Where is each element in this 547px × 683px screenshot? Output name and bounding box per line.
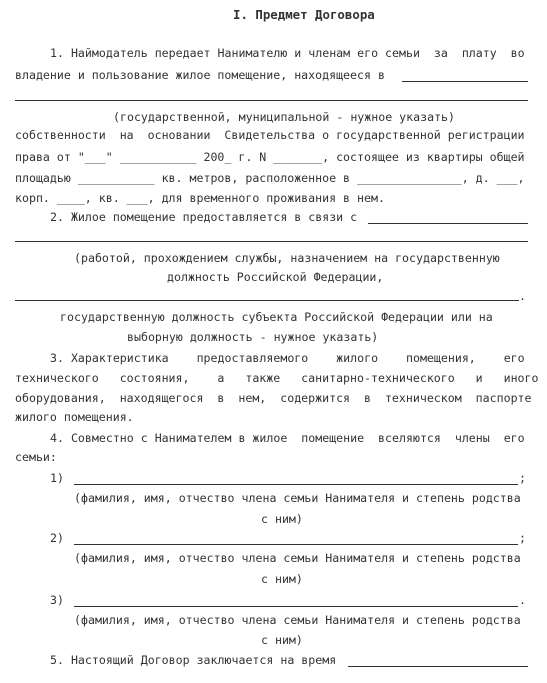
grounds-field-second[interactable]	[15, 300, 519, 301]
member-1-field[interactable]	[74, 484, 518, 485]
member-2-hint-line2: с ним)	[261, 572, 303, 586]
member-3-hint-line1: (фамилия, имя, отчество члена семьи Нанимателя и степень родства	[74, 613, 521, 627]
clause3-line3: оборудования, находящегося в нем, содержится в техническом паспорте	[15, 391, 532, 405]
clause5-line1: 5. Настоящий Договор заключается на время	[50, 653, 337, 667]
member-1-hint-line2: с ним)	[261, 512, 303, 526]
member-3-number: 3)	[50, 593, 64, 607]
grounds-hint-line3: государственную должность субъекта Российской Федерации или на	[60, 310, 493, 324]
property-address-field-continued[interactable]	[15, 100, 528, 101]
contract-term-field[interactable]	[348, 666, 528, 667]
clause1-line6: площадью ___________ кв. метров, расположенное в _______________, д. ___,	[15, 171, 525, 185]
clause3-line2: технического состояния, а также санитарно-технического и иного	[15, 371, 539, 385]
member-2-hint-line1: (фамилия, имя, отчество члена семьи Нанимателя и степень родства	[74, 551, 521, 565]
grounds-field[interactable]	[368, 223, 528, 224]
clause1-line2: владение и пользование жилое помещение, находящееся в	[15, 68, 385, 82]
member-3-end: .	[519, 593, 526, 607]
grounds-hint-line1: (работой, прохождением службы, назначением на государственную	[74, 251, 500, 265]
clause4-line1: 4. Совместно с Нанимателем в жилое помещение вселяются члены его	[50, 431, 525, 445]
clause1-line1: 1. Наймодатель передает Нанимателю и членам его семьи за плату во	[50, 46, 525, 60]
grounds-field-period: .	[519, 289, 526, 303]
clause1-line5: права от "___" ___________ 200_ г. N _______, состоящее из квартиры общей	[15, 150, 525, 164]
clause1-line4: собственности на основании Свидетельства о государственной регистрации	[15, 128, 525, 142]
ownership-type-hint: (государственной, муниципальной - нужное указать)	[113, 110, 456, 124]
member-3-hint-line2: с ним)	[261, 633, 303, 647]
clause4-line2: семьи:	[15, 450, 57, 464]
member-2-field[interactable]	[74, 544, 518, 545]
grounds-field-continued[interactable]	[15, 241, 528, 242]
member-1-number: 1)	[50, 471, 64, 485]
section-title: I. Предмет Договора	[233, 7, 375, 22]
clause3-line4: жилого помещения.	[15, 410, 134, 424]
member-1-end: ;	[519, 471, 526, 485]
grounds-hint-line2: должность Российской Федерации,	[167, 270, 384, 284]
clause1-line7: корп. ____, кв. ___, для временного проживания в нем.	[15, 191, 385, 205]
member-1-hint-line1: (фамилия, имя, отчество члена семьи Нанимателя и степень родства	[74, 491, 521, 505]
member-2-number: 2)	[50, 531, 64, 545]
clause2-line1: 2. Жилое помещение предоставляется в связи с	[50, 210, 358, 224]
grounds-hint-line4: выборную должность - нужное указать)	[127, 330, 379, 344]
property-address-field[interactable]	[402, 81, 528, 82]
clause3-line1: 3. Характеристика предоставляемого жилого помещения, его	[50, 351, 525, 365]
member-2-end: ;	[519, 531, 526, 545]
member-3-field[interactable]	[74, 606, 518, 607]
